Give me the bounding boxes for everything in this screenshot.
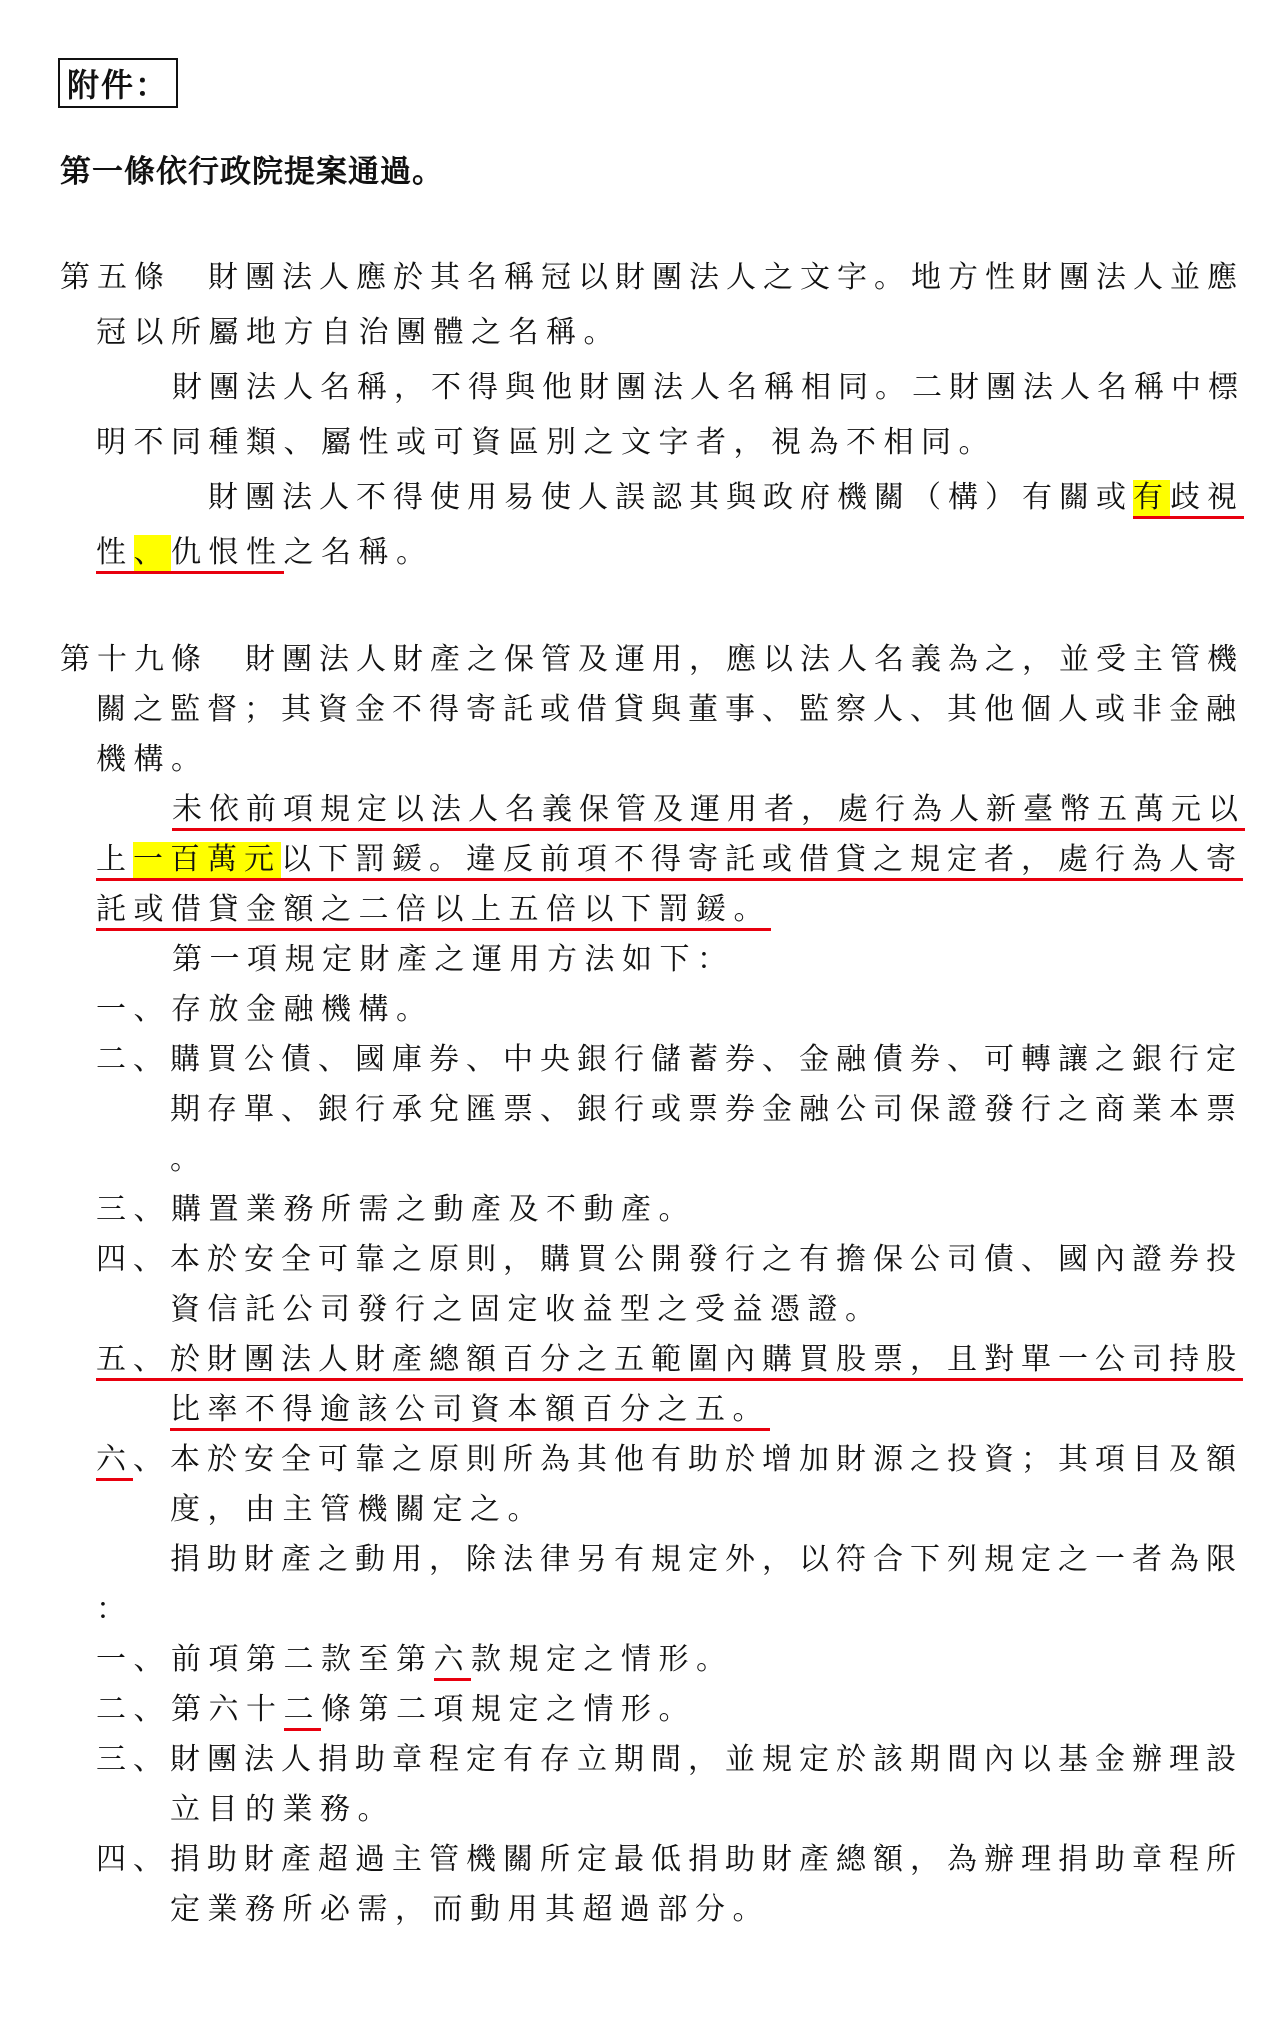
underlined-amendment: 未依前項規定以法人名義保管及運用者，處行為人新臺幣五萬元以 bbox=[172, 792, 1245, 831]
article5-line-4: 明不同種類、屬性或可資區別之文字者，視為不相同。 bbox=[96, 425, 996, 460]
list-item: 四、捐助財產超過主管機關所定最低捐助財產總額，為辦理捐助章程所 bbox=[96, 1842, 1243, 1877]
article5-line-6-text: 之名稱。 bbox=[283, 535, 434, 570]
article5-line-5 bbox=[208, 478, 1244, 518]
list-item-continuation: 度，由主管機關定之。 bbox=[170, 1492, 545, 1527]
underlined-amendment: 託或借貸金額之二倍以上五倍以下罰鍰。 bbox=[96, 892, 771, 931]
underlined-amendment: 六 bbox=[96, 1442, 133, 1481]
highlighted-amendment: 有 bbox=[1133, 480, 1170, 519]
list-item: 三、購置業務所需之動產及不動產。 bbox=[96, 1192, 696, 1227]
underlined-amendment: 二 bbox=[284, 1692, 322, 1731]
attachment-label: 附件： bbox=[58, 58, 178, 108]
underlined-amendment: 上 bbox=[96, 842, 133, 881]
article19-para4-line-1: 捐助財產之動用，除法律另有規定外，以符合下列規定之一者為限 bbox=[170, 1542, 1243, 1577]
list-item bbox=[96, 1440, 1243, 1480]
article5-line-1: 第五條 財團法人應於其名稱冠以財團法人之文字。地方性財團法人並應 bbox=[60, 260, 1244, 295]
article19-para2-line-3 bbox=[96, 890, 771, 930]
list-item-continuation bbox=[170, 1390, 770, 1430]
list-item: 一、存放金融機構。 bbox=[96, 992, 434, 1027]
article19-para2-line-2 bbox=[96, 840, 1243, 880]
underlined-amendment: 歧視 bbox=[1170, 480, 1244, 519]
list-item-continuation: 期存單、銀行承兌匯票、銀行或票券金融公司保證發行之商業本票 bbox=[170, 1092, 1243, 1127]
article19-para4-line-2: ： bbox=[96, 1592, 134, 1627]
article19-line-2: 關之監督；其資金不得寄託或借貸與董事、監察人、其他個人或非金融 bbox=[96, 692, 1243, 727]
article5-line-6 bbox=[96, 533, 434, 573]
page-heading: 第一條依行政院提案通過。 bbox=[60, 154, 444, 190]
article5-line-5-text: 財團法人不得使用易使人誤認其與政府機關（構）有關或 bbox=[208, 480, 1133, 515]
list-item-text: 款規定之情形。 bbox=[471, 1642, 734, 1677]
underlined-amendment: 五、於財團法人財產總額百分之五範圍內購買股票，且對單一公司持股 bbox=[96, 1342, 1243, 1381]
list-item-text: 、本於安全可靠之原則所為其他有助於增加財源之投資；其項目及額 bbox=[133, 1442, 1243, 1477]
underlined-amendment: 仇恨性 bbox=[171, 535, 284, 574]
article19-line-3: 機構。 bbox=[96, 742, 209, 777]
underlined-amendment: 六 bbox=[434, 1642, 472, 1681]
article19-line-1: 第十九條 財團法人財產之保管及運用，應以法人名義為之，並受主管機 bbox=[60, 642, 1244, 677]
list-item-continuation: 資信託公司發行之固定收益型之受益憑證。 bbox=[170, 1292, 883, 1327]
list-item: 二、購買公債、國庫券、中央銀行儲蓄券、金融債券、可轉讓之銀行定 bbox=[96, 1042, 1243, 1077]
underlined-amendment: 以下罰鍰。違反前項不得寄託或借貸之規定者，處行為人寄 bbox=[281, 842, 1243, 881]
list-item: 三、財團法人捐助章程定有存立期間，並規定於該期間內以基金辦理設 bbox=[96, 1742, 1243, 1777]
list-item bbox=[96, 1640, 734, 1680]
list-item-continuation: 立目的業務。 bbox=[170, 1792, 395, 1827]
article19-para2-line-1 bbox=[172, 790, 1245, 830]
list-item bbox=[96, 1690, 696, 1730]
article5-line-3: 財團法人名稱，不得與他財團法人名稱相同。二財團法人名稱中標 bbox=[172, 370, 1245, 405]
list-item-text: 條第二項規定之情形。 bbox=[321, 1692, 696, 1727]
list-item-continuation: 。 bbox=[170, 1142, 208, 1177]
list-item-text: 一、前項第二款至第 bbox=[96, 1642, 434, 1677]
underlined-amendment: 性 bbox=[96, 535, 134, 574]
highlighted-amendment: 、 bbox=[134, 535, 172, 574]
article19-para3: 第一項規定財產之運用方法如下： bbox=[172, 942, 735, 977]
list-item-continuation: 定業務所必需，而動用其超過部分。 bbox=[170, 1892, 770, 1927]
list-item: 四、本於安全可靠之原則，購買公開發行之有擔保公司債、國內證券投 bbox=[96, 1242, 1243, 1277]
highlighted-amendment: 一百萬元 bbox=[133, 842, 281, 881]
article5-line-2: 冠以所屬地方自治團體之名稱。 bbox=[96, 315, 621, 350]
list-item-text: 二、第六十 bbox=[96, 1692, 284, 1727]
list-item bbox=[96, 1340, 1243, 1380]
underlined-amendment: 比率不得逾該公司資本額百分之五。 bbox=[170, 1392, 770, 1431]
